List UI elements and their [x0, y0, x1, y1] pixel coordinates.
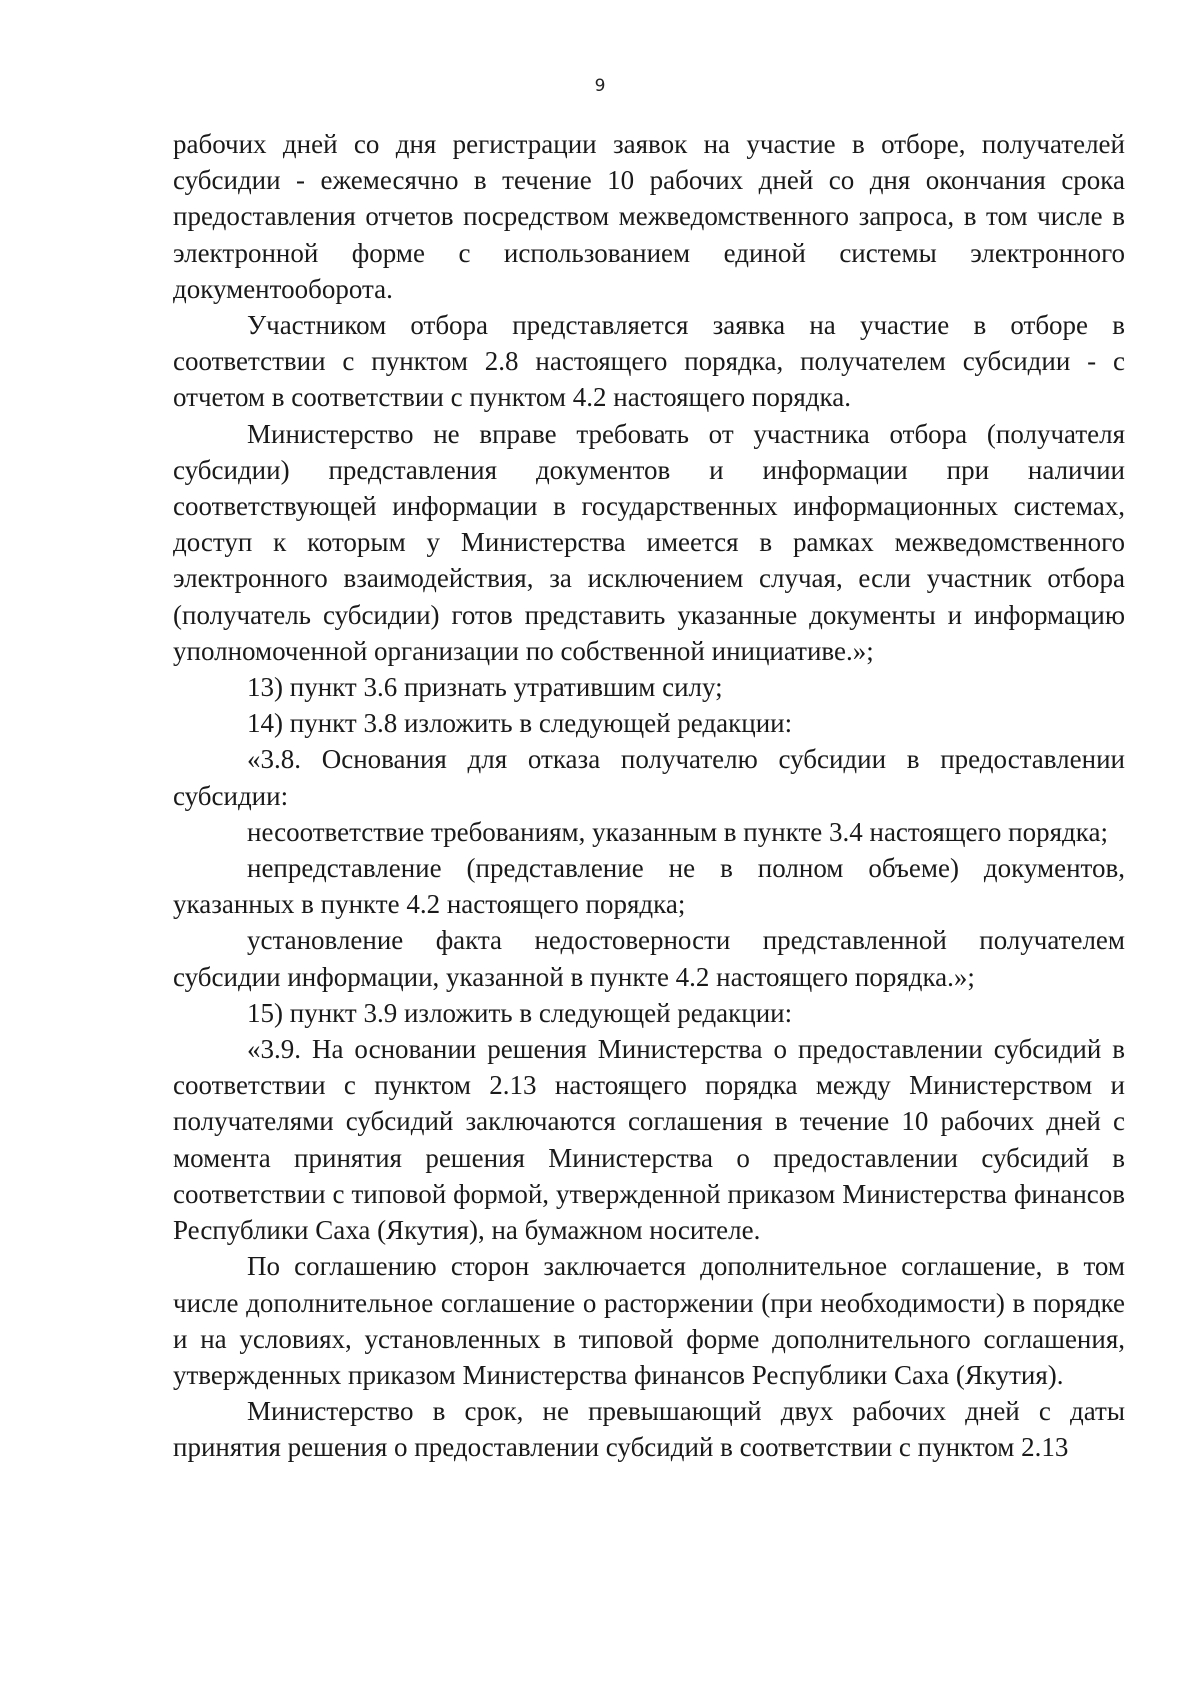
- list-item: 13) пункт 3.6 признать утратившим силу;: [247, 672, 723, 703]
- page-number: 9: [594, 76, 606, 96]
- paragraph: Министерство не вправе требовать от участника отбора (получателя субсидии) представления документов и информации при наличии соответствующей информации в государственных информационных системах, доступ к которым у Министерства имеется в рамках межведомственного электронного взаимодействия, за исключением случая, если участник отбора (получатель субсидии) готов представить указанные документы и информацию уполномоченной организации по собственной инициативе.»;: [173, 418, 1125, 666]
- paragraph: Участником отбора представляется заявка на участие в отборе в соответствии с пунктом 2.8 настоящего порядка, получателем субсидии - с отчетом в соответствии с пунктом 4.2 настоящего порядка.: [173, 310, 1125, 413]
- paragraph: установление факта недостоверности представленной получателем субсидии информации, указанной в пункте 4.2 настоящего порядка.»;: [173, 925, 1125, 992]
- document-body: [173, 126, 1125, 1466]
- paragraph: «3.9. На основании решения Министерства о предоставлении субсидий в соответствии с пунктом 2.13 настоящего порядка между Министерством и получателями субсидий заключаются соглашения в течение 10 рабочих дней с момента принятия решения Министерства о предоставлении субсидий в соответствии с типовой формой, утвержденной приказом Министерства финансов Республики Саха (Якутия), на бумажном носителе.: [173, 1034, 1125, 1246]
- paragraph: «3.8. Основания для отказа получателю субсидии в предоставлении субсидии:: [173, 744, 1125, 811]
- paragraph: непредставление (представление не в полном объеме) документов, указанных в пункте 4.2 настоящего порядка;: [173, 853, 1125, 920]
- list-item: 15) пункт 3.9 изложить в следующей редакции:: [247, 997, 793, 1028]
- paragraph-continuation: рабочих дней со дня регистрации заявок на участие в отборе, получателей субсидии - ежемесячно в течение 10 рабочих дней со дня окончания срока предоставления отчетов посредством межведомственного запроса, в том числе в электронной форме с использованием единой системы электронного документооборота.: [173, 129, 1125, 304]
- paragraph: По соглашению сторон заключается дополнительное соглашение, в том числе дополнительное соглашение о расторжении (при необходимости) в порядке и на условиях, установленных в типовой форме дополнительного соглашения, утвержденных приказом Министерства финансов Республики Саха (Якутия).: [173, 1251, 1125, 1390]
- paragraph: несоответствие требованиям, указанным в пункте 3.4 настоящего порядка;: [247, 816, 1108, 847]
- paragraph: Министерство в срок, не превышающий двух рабочих дней с даты принятия решения о предоставлении субсидий в соответствии с пунктом 2.13: [173, 1396, 1125, 1463]
- list-item: 14) пункт 3.8 изложить в следующей редакции:: [247, 708, 793, 739]
